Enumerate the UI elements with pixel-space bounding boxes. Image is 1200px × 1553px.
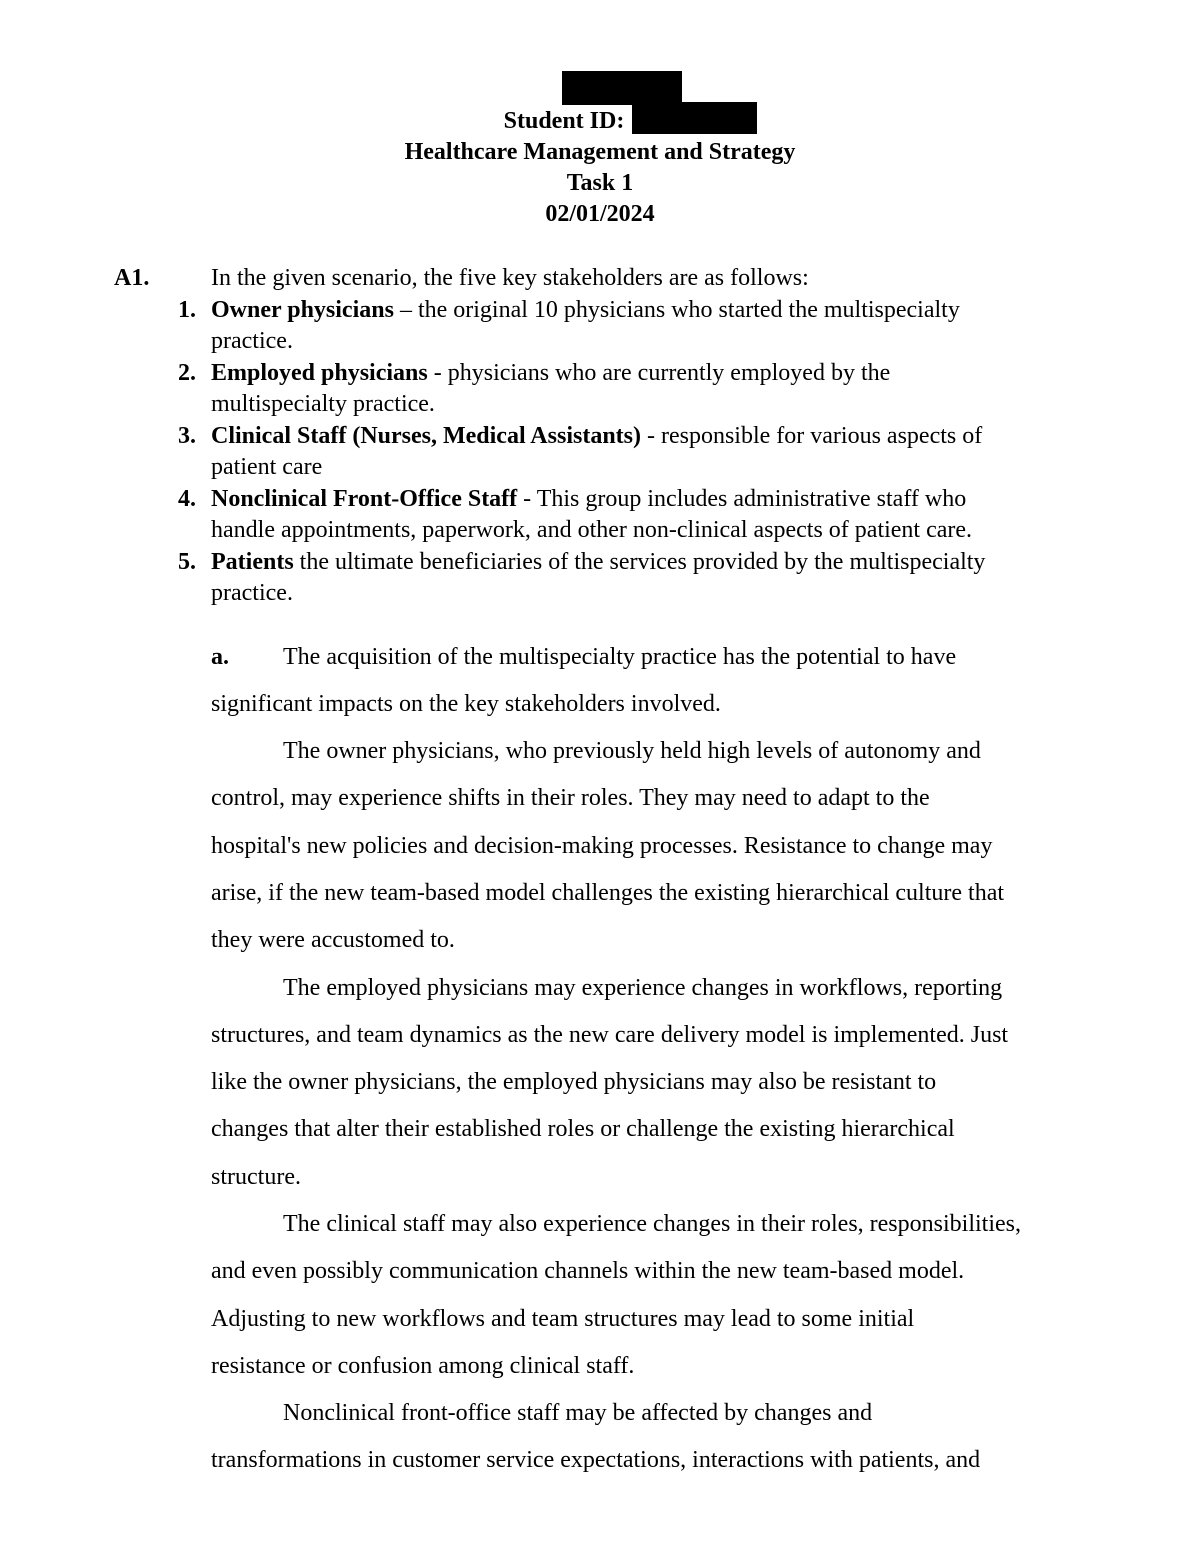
list-item-text xyxy=(211,297,960,324)
list-number: 5. xyxy=(178,549,196,575)
paragraph-line: hospital's new policies and decision-making processes. Resistance to change may xyxy=(211,833,993,859)
task-title: Task 1 xyxy=(566,170,634,196)
stakeholder-name: Owner physicians xyxy=(211,297,394,323)
paragraph-line: they were accustomed to. xyxy=(211,927,455,953)
paragraph-line: control, may experience shifts in their roles. They may need to adapt to the xyxy=(211,785,930,811)
list-item-text xyxy=(211,549,985,576)
paragraph-line: transformations in customer service expectations, interactions with patients, and xyxy=(211,1447,981,1473)
stakeholder-desc: - responsible for various aspects of xyxy=(640,423,983,449)
stakeholder-desc: the ultimate beneficiaries of the services provided by the multispecialty xyxy=(293,549,986,575)
stakeholder-name: Nonclinical Front-Office Staff xyxy=(211,486,518,512)
paragraph-line: arise, if the new team-based model challenges the existing hierarchical culture that xyxy=(211,880,1005,906)
list-number: 4. xyxy=(178,486,196,512)
list-item-text xyxy=(211,360,890,387)
paragraph-line: resistance or confusion among clinical staff. xyxy=(211,1353,635,1379)
list-item-continuation: handle appointments, paperwork, and other non-clinical aspects of patient care. xyxy=(211,517,973,543)
list-item-text xyxy=(211,423,982,450)
list-item-continuation: patient care xyxy=(211,454,323,480)
paragraph-line: like the owner physicians, the employed physicians may also be resistant to xyxy=(211,1069,937,1095)
paragraph-line: significant impacts on the key stakeholders involved. xyxy=(211,691,721,717)
stakeholder-name: Employed physicians xyxy=(211,360,428,386)
list-item-text xyxy=(211,486,966,513)
stakeholder-desc: - This group includes administrative staff who xyxy=(517,486,967,512)
paragraph-line: and even possibly communication channels within the new team-based model. xyxy=(211,1258,965,1284)
paragraph-line: The acquisition of the multispecialty practice has the potential to have xyxy=(283,644,957,670)
paragraph-line: Nonclinical front-office staff may be affected by changes and xyxy=(283,1400,873,1426)
paragraph-line: structure. xyxy=(211,1164,301,1190)
list-item-continuation: practice. xyxy=(211,580,293,606)
redaction-bar-top xyxy=(562,71,682,105)
paragraph-line: The employed physicians may experience changes in workflows, reporting xyxy=(283,975,1003,1001)
document-date: 02/01/2024 xyxy=(545,201,655,227)
course-title: Healthcare Management and Strategy xyxy=(404,139,796,165)
paragraph-line: The owner physicians, who previously held high levels of autonomy and xyxy=(283,738,981,764)
list-item-continuation: multispecialty practice. xyxy=(211,391,435,417)
section-label: A1. xyxy=(114,265,150,291)
student-id-label: Student ID: xyxy=(503,108,625,134)
list-number: 1. xyxy=(178,297,196,323)
stakeholder-name: Clinical Staff (Nurses, Medical Assistants) xyxy=(211,423,641,449)
section-intro: In the given scenario, the five key stakeholders are as follows: xyxy=(211,265,809,291)
list-number: 2. xyxy=(178,360,196,386)
list-number: 3. xyxy=(178,423,196,449)
stakeholder-name: Patients xyxy=(211,549,294,575)
stakeholder-desc: – the original 10 physicians who started the multispecialty xyxy=(393,297,960,323)
paragraph-line: structures, and team dynamics as the new care delivery model is implemented. Just xyxy=(211,1022,1009,1048)
list-item-continuation: practice. xyxy=(211,328,293,354)
stakeholder-desc: - physicians who are currently employed by the xyxy=(427,360,891,386)
paragraph-line: Adjusting to new workflows and team structures may lead to some initial xyxy=(211,1306,915,1332)
paragraph-line: changes that alter their established roles or challenge the existing hierarchical xyxy=(211,1116,955,1142)
part-a-label: a. xyxy=(211,644,229,670)
paragraph-line: The clinical staff may also experience changes in their roles, responsibilities, xyxy=(283,1211,1021,1237)
